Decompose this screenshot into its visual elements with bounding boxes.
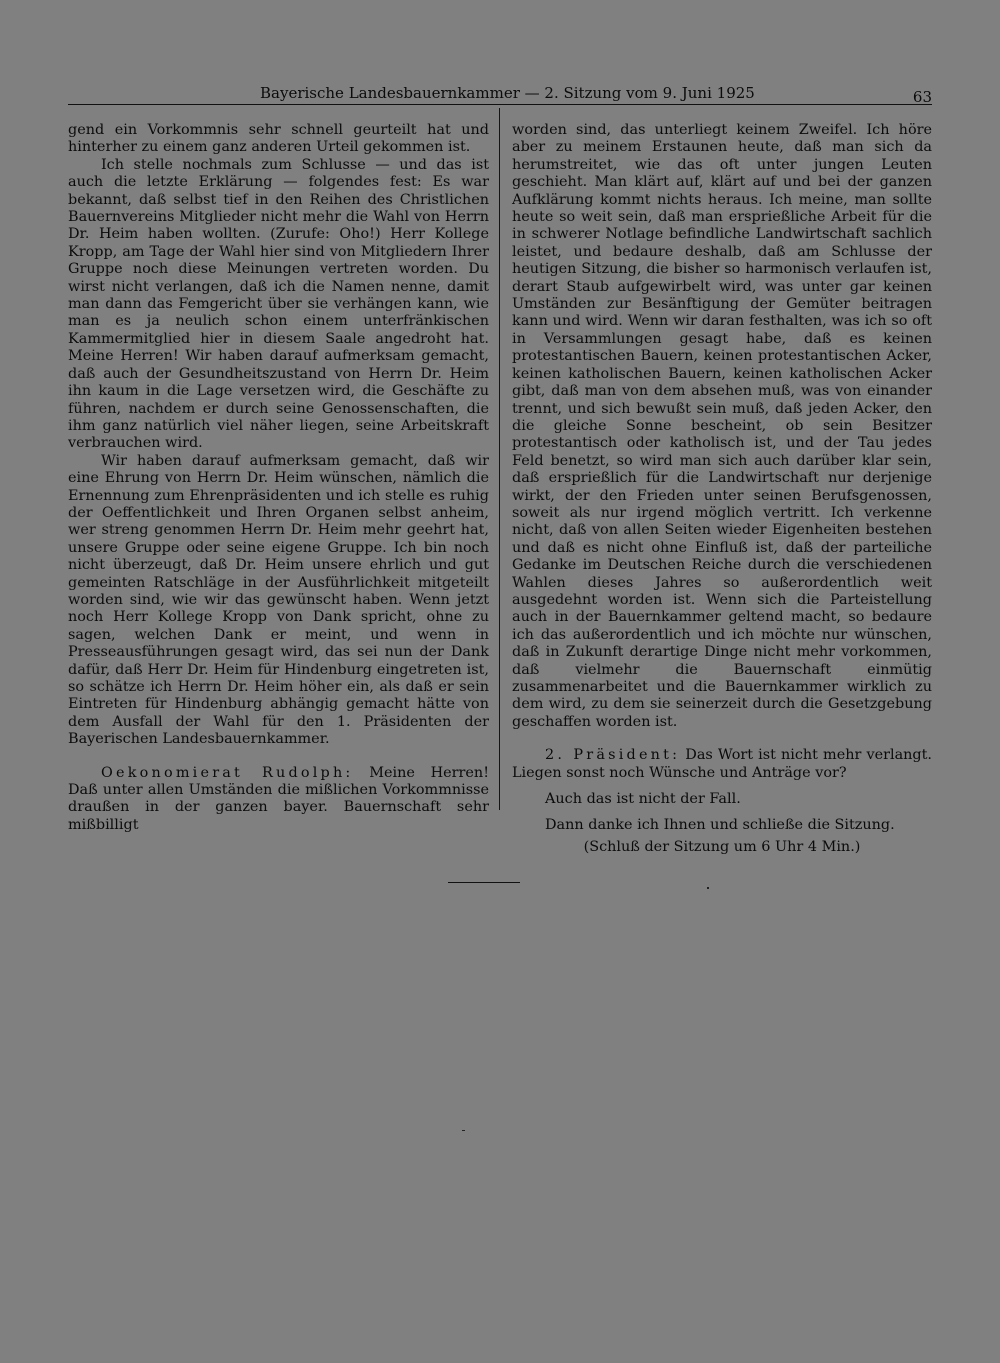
right-paragraph-4: Dann danke ich Ihnen und schließe die Sitzung. [545, 817, 895, 834]
header-rule [68, 104, 932, 105]
left-paragraph-3: Wir haben darauf aufmerksam gemacht, daß wir eine Ehrung von Herrn Dr. Heim wünschen, nämlich die Ernennung zum Ehrenpräsidenten und ich stelle es ruhig der Oeffentlichkeit und Ihren Organen selbst anheim, wer streng genommen Herrn Dr. Heim mehr geehrt hat, unsere Gruppe oder seine eigene Gruppe. Ich bin noch nicht überzeugt, daß Dr. Heim unsere ehrlich und gut gemeinten Ratschläge in der Ausführlichkeit mitgeteilt worden sind, wie wir das gewünscht haben. Wenn jetzt noch Herr Kollege Kropp von Dank spricht, ohne zu sagen, welchen Dank er meint, und wenn in Presseausführungen gesagt wird, das sei nun der Dank dafür, daß Herr Dr. Heim für Hindenburg eingetreten ist, so schätze ich Herrn Dr. Heim höher ein, als daß er sein Eintreten für Hindenburg abhängig gemacht hätte von dem Ausfall der Wahl für den 1. Präsidenten der Bayerischen Landesbauernkammer. [68, 452, 489, 748]
speech-text: Meine Herren! Daß unter allen Umständen die mißlichen Vorkommnisse draußen in der ganzen bayer. Bauernschaft sehr mißbilligt [68, 764, 489, 833]
closing-note: (Schluß der Sitzung um 6 Uhr 4 Min.) [583, 838, 861, 855]
left-paragraph-4 [68, 765, 489, 835]
end-rule [448, 882, 520, 883]
speaker-name: Oekonomierat Rudolph: [101, 764, 354, 781]
running-title: Bayerische Landesbauernkammer — 2. Sitzung vom 9. Juni 1925 [260, 84, 755, 102]
right-column [512, 122, 932, 856]
left-column [68, 122, 489, 834]
left-paragraph-2: Ich stelle nochmals zum Schlusse — und das ist auch die letzte Erklärung — folgendes fest: Es war bekannt, daß selbst tief in den Reihen des Christlichen Bauernvereins Mitglieder nicht mehr die Wahl von Herrn Dr. Heim haben wollten. (Zurufe: Oho!) Herr Kollege Kropp, am Tage der Wahl hier sind von Mitgliedern Ihrer Gruppe noch diese Meinungen vertreten worden. Du wirst nicht verlangen, daß ich die Namen nenne, damit man dann das Femgericht über sie verhängen kann, wie man es ja neulich schon einem unterfränkischen Kammermitglied hier in diesem Saale angedroht hat. Meine Herren! Wir haben darauf aufmerksam gemacht, daß auch der Gesundheitszustand von Herrn Dr. Heim ihn kaum in die Lage versetzen wird, die Geschäfte zu führen, nachdem er durch seine Genossenschaften, die ihm ganz natürlich viel näher liegen, seine Arbeitskraft verbrauchen wird. [68, 156, 489, 452]
right-paragraph-1: worden sind, das unterliegt keinem Zweifel. Ich höre aber zu meinem Erstaunen heute, daß man sich da herumstreitet, wie das oft unter jungen Leuten geschieht. Man klärt auf, klärt auf und bei der ganzen Aufklärung kommt nichts heraus. Ich meine, man sollte heute so weit sein, daß man ersprießliche Arbeit für die in schwerer Notlage befindliche Landwirtschaft sachlich leistet, und bedaure deshalb, daß am Schlusse der heutigen Sitzung, die bisher so harmonisch verlaufen ist, derart Staub aufgewirbelt wird, was unter gar keinen Umständen zur Besänftigung der Gemüter beitragen kann und wird. Wenn wir daran festhalten, was ich so oft in Versammlungen gesagt habe, daß es keinen protestantischen Bauern, keinen protestantischen Acker, keinen katholischen Bauern, keinen katholischen Acker gibt, daß man von dem absehen muß, was von einander trennt, und sich bewußt sein muß, daß jeden Acker, den die gleiche Sonne bescheint, ob sein Besitzer protestantisch oder katholisch ist, und der Tau jedes Feld benetzt, so wird man sich auch darüber klar sein, daß ersprießlich für die Landwirtschaft nur derjenige wirkt, der den Frieden unter seinen Berufsgenossen, soweit als nur irgend möglich vertritt. Ich verkenne nicht, daß von allen Seiten wieder Eigenheiten bestehen und daß es nicht ohne Einfluß ist, daß der parteiliche Gedanke im Deutschen Reiche durch die verschiedenen Wahlen dieses Jahres so außerordentlich weit ausgedehnt worden ist. Wenn sich die Parteistellung auch in der Bauernkammer geltend macht, so bedaure ich das außerordentlich und ich möchte nur wünschen, daß in Zukunft derartige Dinge nicht mehr vorkommen, daß vielmehr die Bauernschaft einmütig zusammenarbeitet und die Bauernkammer wirklich zu dem wird, zu dem sie seinerzeit durch die Gesetzgebung geschaffen worden ist. [512, 122, 932, 730]
speech-text: Das Wort ist nicht mehr verlangt. Liegen sonst noch Wünsche und Anträge vor? [512, 747, 932, 781]
speaker-name: 2. Präsident: [545, 747, 681, 764]
left-paragraph-1: gend ein Vorkommnis sehr schnell geurteilt hat und hinterher zu einem ganz anderen Urteil gekommen ist. [68, 122, 489, 156]
running-header [68, 84, 932, 106]
right-paragraph-3: Auch das ist nicht der Fall. [545, 791, 741, 808]
column-divider [499, 108, 500, 810]
page-number: 63 [912, 88, 932, 106]
print-speck [707, 887, 709, 889]
right-paragraph-2 [512, 747, 932, 782]
print-speck [462, 1130, 465, 1131]
